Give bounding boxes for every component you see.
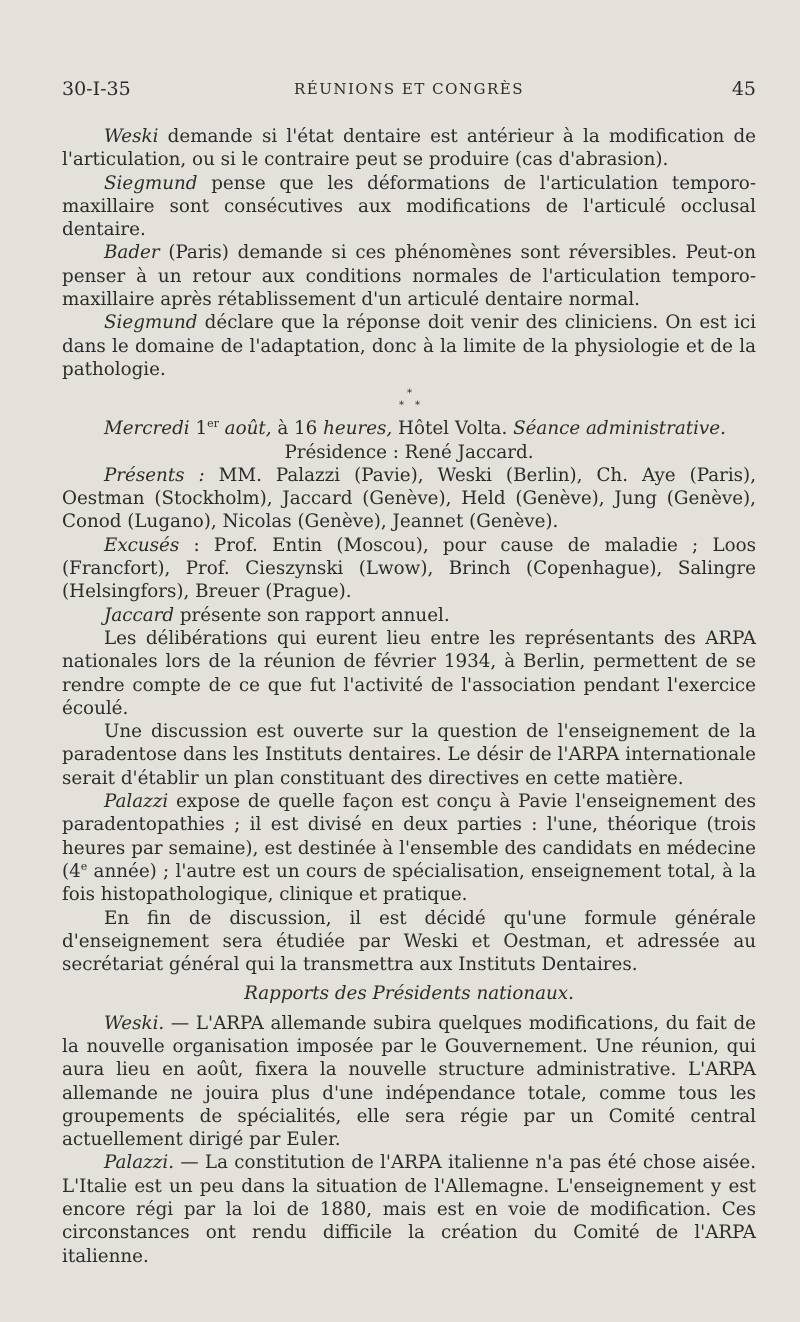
paragraph-text: présente son rapport annuel. [174,604,450,626]
paragraph-text: demande si l'état dentaire est antérieur à la modification de l'articulation, ou si le contraire peut se produire (cas d'abrasion). [62,126,756,171]
page-number: 45 [731,78,756,100]
paragraph-weski-question [62,125,756,172]
paragraph-siegmund-2 [62,311,756,381]
section-heading-text: Rapports des Présidents nationaux. [244,983,574,1005]
paragraph-text: (Paris) demande si ces phénomènes sont réversibles. Peut-on penser à un retour aux conditions normales de l'articulation temporo-maxillaire après rétablissement d'un articulé dentaire normal. [62,242,756,311]
session-title: Séance administrative. [513,418,726,440]
speaker-name: Jaccard [104,604,175,626]
header-date: 30-I-35 [62,78,131,100]
speaker-name: Siegmund [104,172,198,194]
body-text [62,125,756,1268]
presidence-line: Présidence : René Jaccard. [284,441,534,463]
paragraph-excuses [62,534,756,604]
speaker-name: Weski. [104,1012,165,1034]
speaker-name: Palazzi. [104,1152,175,1174]
paragraph-text: pense que les déformations de l'articulation temporo-maxillaire sont consécutives aux modifications de l'articulé occlusal dentaire. [62,172,756,241]
paragraph-palazzi-report [62,1151,756,1267]
paragraph-bader [62,241,756,311]
paragraph-text: MM. Palazzi (Pavie), Weski (Berlin), Ch. Aye (Paris), Oestman (Stockholm), Jaccard (Genève), Held (Genève), Jung (Genève), Conod (Lugano), Nicolas (Genève), Jeannet (Genève). [62,464,756,533]
paragraph-text: année) ; l'autre est un cours de spécialisation, enseignement total, à la fois histopathologique, clinique et pratique. [62,860,756,906]
session-at: à 16 [271,418,324,440]
paragraph-palazzi-pavie [62,790,756,906]
paragraph-decision: En fin de discussion, il est décidé qu'une formule générale d'enseignement sera étudiée par Weski et Oestman, et adressée au secrétariat général qui la transmettra aux Instituts Dentaires. [62,907,756,976]
session-hours: heures, [323,418,393,440]
paragraph-discussion: Une discussion est ouverte sur la question de l'enseignement de la paradentose dans les Instituts dentaires. Le désir de l'ARPA internationale serait d'établir un plan constituant des directives en cette matière. [62,721,756,789]
star-mark: * [415,400,420,412]
session-place: Hôtel Volta. [392,418,514,440]
star-mark: * [407,388,412,400]
excuses-label: Excusés [104,534,180,556]
asterism-separator [62,381,756,417]
speaker-name: Palazzi [104,791,169,813]
paragraph-jaccard [62,604,756,627]
presents-label: Présents : [104,464,205,486]
speaker-name: Bader [104,242,160,264]
section-heading [62,982,756,1005]
paragraph-text: : Prof. Entin (Moscou), pour cause de maladie ; Loos (Francfort), Prof. Cieszynski (Lwow), Brinch (Copenhague), Salingre (Helsingfors), Breuer (Prague). [62,534,756,603]
paragraph-text: — La constitution de l'ARPA italienne n'a pas été chose aisée. L'Italie est un peu dans la situation de l'Allemagne. L'enseignement y est encore régi par la loi de 1880, mais est en voie de modification. Ces circonstances ont rendu difficile la création du Comité de l'ARPA italienne. [62,1152,756,1267]
paragraph-weski-report [62,1012,756,1152]
speaker-name: Weski [104,126,159,147]
header-title: RÉUNIONS ET CONGRÈS [293,80,525,98]
running-header [62,78,756,106]
paragraph-text: déclare que la réponse doit venir des cliniciens. On est ici dans le domaine de l'adaptation, donc à la limite de la physiologie et de la pathologie. [62,312,756,380]
session-day-number: 1 [195,418,208,440]
paragraph-text: expose de quelle façon est conçu à Pavie l'enseignement des paradentopathies ; il est divisé en deux parties : l'une, théorique (trois heures par semaine), est destinée à l'ensemble des candidats en médecine (4 [62,791,756,882]
paragraph-text: — L'ARPA allemande subira quelques modifications, du fait de la nouvelle organisation imposée par le Gouvernement. Une réunion, qui aura lieu en août, fixera la nouvelle structure administrative. L'ARPA allemande ne jouira plus d'une indépendance totale, comme tous les groupements de spécialités, elle sera régie par un Comité central actuellement dirigé par Euler. [62,1012,756,1151]
star-mark: * [399,400,404,412]
session-heading [62,417,756,440]
session-day: Mercredi [104,418,190,440]
paragraph-deliberations: Les délibérations qui eurent lieu entre les représentants des ARPA nationales lors de la réunion de février 1934, à Berlin, permettent de se rendre compte de ce que fut l'activité de l'association pendant l'exercice écoulé. [62,627,756,719]
ordinal-sup: e [80,859,88,873]
paragraph-siegmund-1 [62,172,756,242]
speaker-name: Siegmund [104,312,198,334]
session-month: août, [224,418,272,440]
session-day-sup: er [207,417,219,431]
paragraph-presents [62,464,756,534]
